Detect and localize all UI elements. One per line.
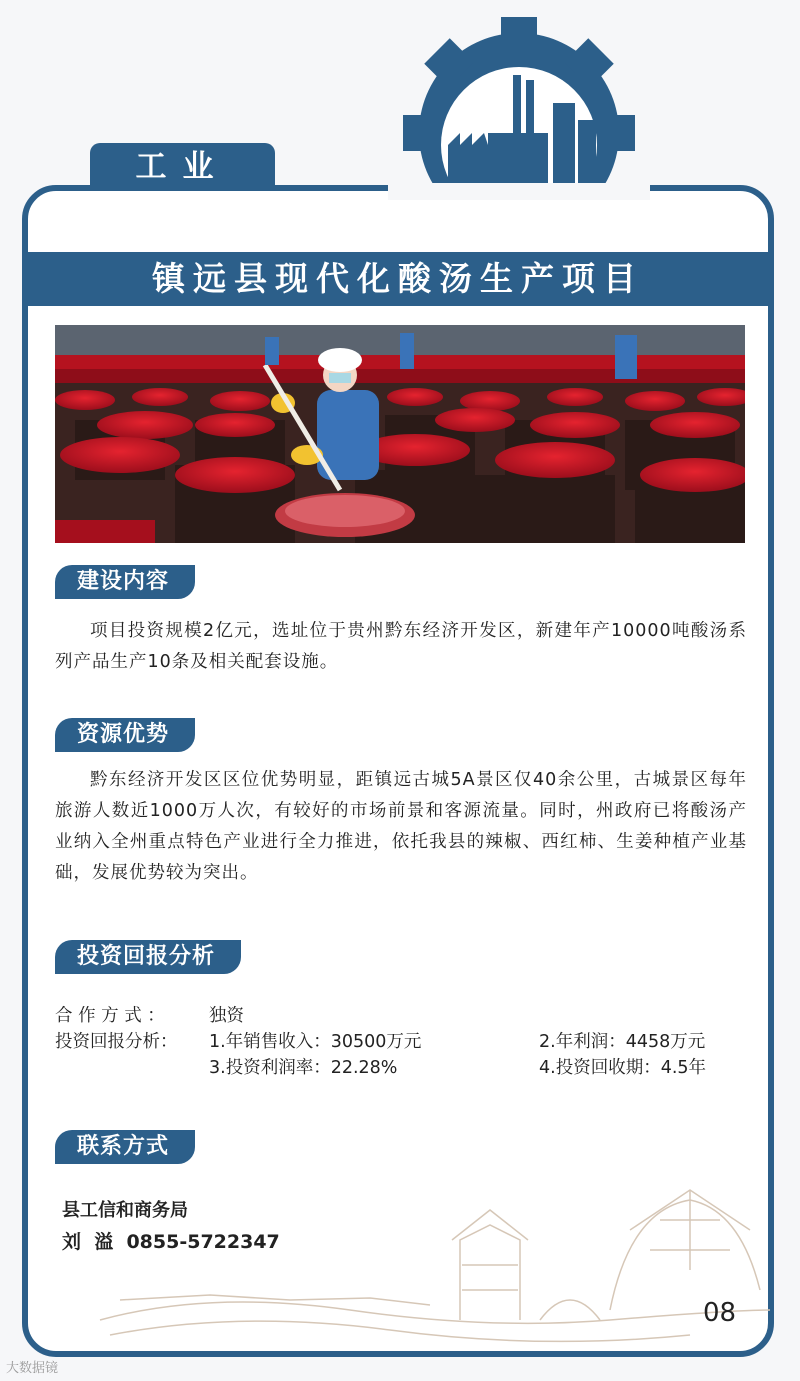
construction-text: 项目投资规模2亿元，选址位于贵州黔东经济开发区，新建年产10000吨酸汤系列产品生产10条及相关配套设施。 (55, 621, 747, 672)
section-heading-construction: 建设内容 (55, 565, 195, 599)
section-heading-advantage: 资源优势 (55, 718, 195, 752)
return-item: 4.投资回收期：4.5年 (539, 1058, 707, 1078)
returns-table (55, 1003, 755, 1081)
return-item: 3.投资利润率：22.28% (209, 1058, 398, 1078)
watermark: 大数据镜 (6, 1361, 59, 1376)
landscape-illustration (90, 1170, 770, 1350)
return-item: 1.年销售收入：30500万元 (209, 1032, 422, 1052)
coop-value: 独资 (209, 1006, 244, 1026)
analysis-row-1 (55, 1029, 755, 1055)
analysis-row-2 (55, 1055, 755, 1081)
factory-gear-icon (388, 15, 650, 200)
contact-person: 刘 溢 0855-5722347 (62, 1231, 280, 1253)
page-number: 08 (703, 1298, 737, 1328)
category-tag: 工业 (90, 143, 275, 189)
coop-row (55, 1003, 755, 1029)
coop-label: 合 作 方 式 ： (55, 1006, 165, 1026)
factory-photo (55, 325, 745, 543)
contact-org: 县工信和商务局 (62, 1200, 188, 1221)
section-heading-contact: 联系方式 (55, 1130, 195, 1164)
page-title: 镇远县现代化酸汤生产项目 (28, 252, 768, 306)
advantage-text: 黔东经济开发区区位优势明显，距镇远古城5A景区仅40余公里，古城景区每年旅游人数近1000万人次，有较好的市场前景和客源流量。同时，州政府已将酸汤产业纳入全州重点特色产业进行全力推进，依托我县的辣椒、西红柿、生姜种植产业基础，发展优势较为突出。 (55, 770, 747, 883)
analysis-label: 投资回报分析： (55, 1032, 178, 1052)
return-item: 2.年利润：4458万元 (539, 1032, 706, 1052)
section-heading-returns: 投资回报分析 (55, 940, 241, 974)
